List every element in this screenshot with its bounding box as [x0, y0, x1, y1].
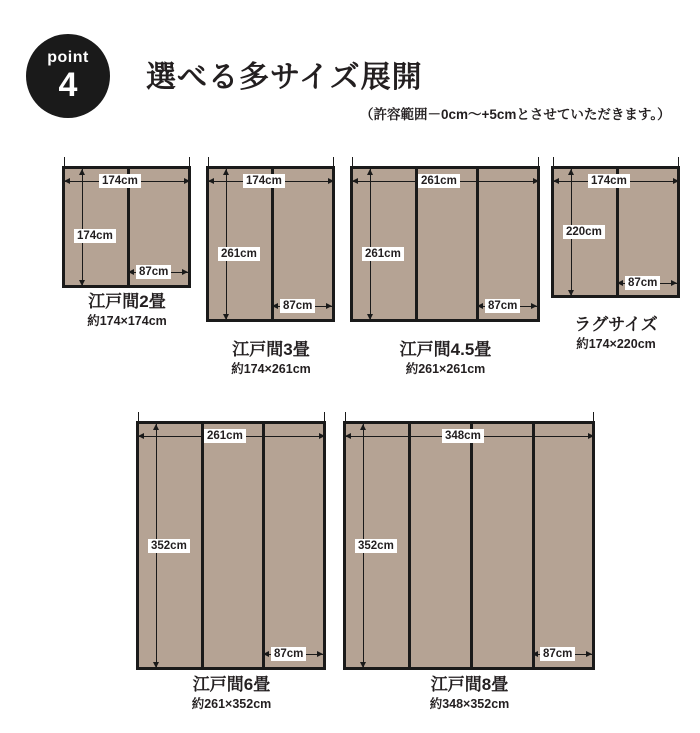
left-dimension-label: 261cm — [218, 247, 260, 261]
dim-tick — [189, 157, 190, 169]
caption — [350, 340, 541, 378]
caption-name: 江戸間2畳 — [88, 292, 166, 311]
dim-tick — [333, 157, 334, 169]
panel-dimension-label: 87cm — [625, 276, 660, 290]
caption-size: 約174×174cm — [87, 314, 167, 328]
left-dimension-line — [370, 169, 371, 320]
point-badge — [26, 34, 110, 118]
top-dimension-label: 174cm — [99, 174, 141, 188]
mat-seam-line — [470, 424, 473, 667]
point-word: point — [47, 49, 89, 66]
mat-seam-line — [271, 169, 274, 319]
caption-name: 江戸間4.5畳 — [399, 340, 492, 359]
dim-tick — [352, 157, 353, 169]
caption — [206, 340, 336, 378]
panel-dimension-label: 87cm — [280, 299, 315, 313]
caption — [136, 675, 327, 713]
caption-size: 約174×220cm — [576, 337, 656, 351]
left-dimension-label: 220cm — [563, 225, 605, 239]
caption-name: 江戸間6畳 — [192, 675, 271, 694]
caption-name: ラグサイズ — [574, 315, 658, 334]
caption-size: 約348×352cm — [429, 697, 510, 711]
page-title: 選べる多サイズ展開 — [146, 61, 423, 94]
panel-dimension-label: 87cm — [485, 299, 520, 313]
caption-size: 約174×261cm — [231, 362, 311, 376]
caption — [343, 675, 596, 713]
top-dimension-label: 174cm — [243, 174, 285, 188]
dim-tick — [593, 412, 594, 424]
dim-tick — [64, 157, 65, 169]
point-number: 4 — [58, 66, 78, 104]
dim-tick — [208, 157, 209, 169]
panel-dimension-label: 87cm — [540, 647, 575, 661]
left-dimension-line — [226, 169, 227, 320]
left-dimension-line — [82, 169, 83, 286]
caption-size: 約261×261cm — [405, 362, 486, 376]
top-dimension-label: 348cm — [442, 429, 484, 443]
caption-name: 江戸間3畳 — [232, 340, 310, 359]
dim-tick — [678, 157, 679, 169]
dim-tick — [553, 157, 554, 169]
dim-tick — [345, 412, 346, 424]
mat-seam-line — [201, 424, 204, 667]
mat-seam-line — [415, 169, 418, 319]
dim-tick — [138, 412, 139, 424]
left-dimension-label: 352cm — [148, 539, 190, 553]
top-dimension-label: 174cm — [588, 174, 630, 188]
panel-dimension-label: 87cm — [136, 265, 171, 279]
mat-seam-line — [408, 424, 411, 667]
left-dimension-label: 261cm — [362, 247, 404, 261]
caption — [546, 315, 686, 353]
left-dimension-label: 174cm — [74, 229, 116, 243]
dim-tick — [324, 412, 325, 424]
mat-seam-line — [476, 169, 479, 319]
page-subtitle: （許容範囲－0cm～+5cmとさせていただきます。） — [360, 107, 671, 122]
caption — [62, 292, 192, 330]
left-dimension-label: 352cm — [355, 539, 397, 553]
panel-dimension-label: 87cm — [271, 647, 306, 661]
top-dimension-label: 261cm — [204, 429, 246, 443]
dim-tick — [538, 157, 539, 169]
top-dimension-label: 261cm — [418, 174, 460, 188]
mat-seam-line — [262, 424, 265, 667]
caption-size: 約261×352cm — [191, 697, 272, 711]
caption-name: 江戸間8畳 — [430, 675, 509, 694]
mat-seam-line — [532, 424, 535, 667]
